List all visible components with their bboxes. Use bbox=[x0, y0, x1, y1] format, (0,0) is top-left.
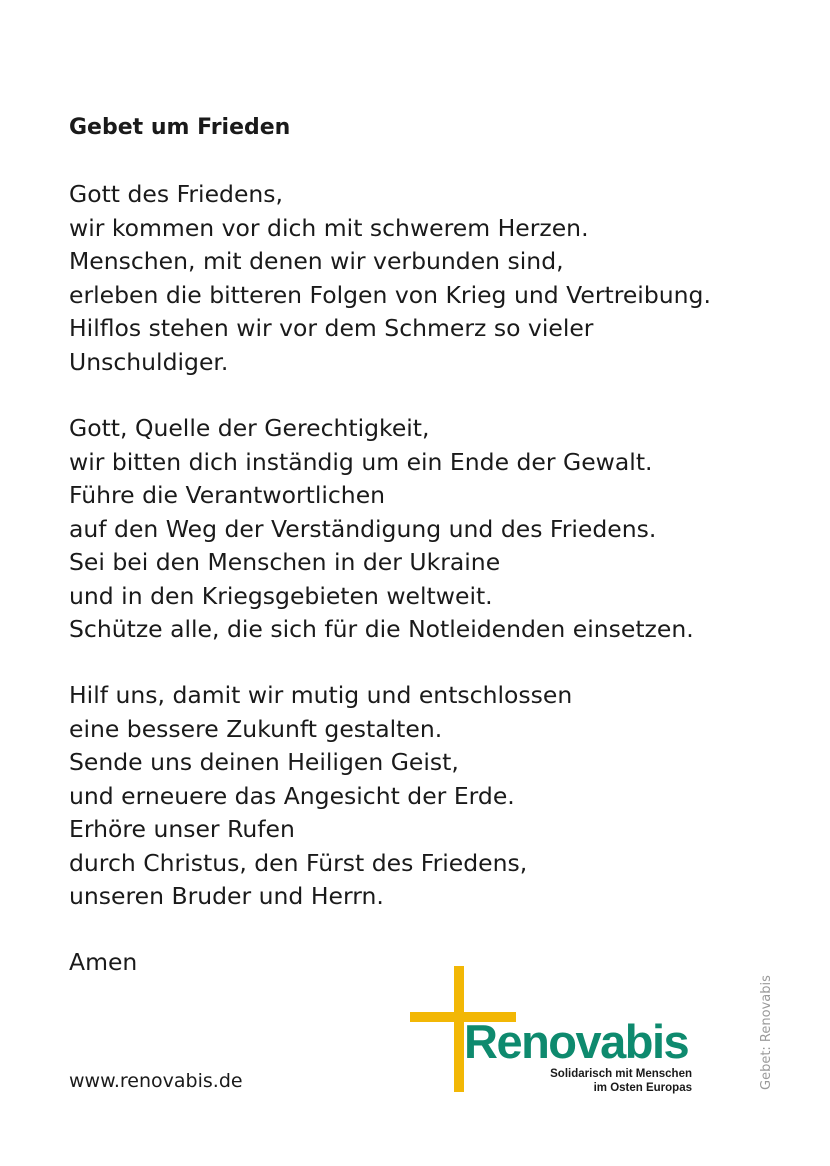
stanza-line: Erhöre unser Rufen bbox=[69, 815, 295, 843]
stanza-1 bbox=[69, 178, 711, 379]
stanza-line: wir kommen vor dich mit schwerem Herzen. bbox=[69, 213, 589, 242]
renovabis-logo-graphic bbox=[410, 964, 700, 1096]
credit-note: Gebet: Renovabis bbox=[759, 975, 774, 1090]
stanza-line: Sende uns deinen Heiligen Geist, bbox=[69, 748, 459, 776]
stanza-3 bbox=[69, 679, 572, 914]
stanza-line: Hilflos stehen wir vor dem Schmerz so vieler bbox=[69, 314, 594, 342]
website-url[interactable]: www.renovabis.de bbox=[69, 1070, 243, 1092]
stanza-line: und erneuere das Angesicht der Erde. bbox=[69, 781, 515, 810]
stanza-line: Unschuldiger. bbox=[69, 347, 229, 376]
renovabis-logo bbox=[410, 964, 700, 1096]
stanza-line: Gott des Friedens, bbox=[69, 180, 284, 208]
amen-line: Amen bbox=[69, 948, 138, 976]
stanza-line: Hilf uns, damit wir mutig und entschlossen bbox=[69, 681, 573, 709]
stanza-line: Menschen, mit denen wir verbunden sind, bbox=[69, 247, 564, 275]
logo-tagline-2: im Osten Europas bbox=[593, 1082, 692, 1094]
stanza-2 bbox=[69, 412, 694, 647]
logo-wordmark: Renovabis bbox=[464, 1015, 689, 1068]
stanza-line: Führe die Verantwortlichen bbox=[69, 481, 386, 509]
logo-tagline-1: Solidarisch mit Menschen bbox=[550, 1068, 692, 1080]
cross-vertical-bar bbox=[454, 966, 464, 1092]
stanza-amen bbox=[69, 946, 137, 980]
stanza-line: erleben die bitteren Folgen von Krieg und Vertreibung. bbox=[69, 280, 711, 309]
prayer-title: Gebet um Frieden bbox=[69, 115, 291, 140]
stanza-line: durch Christus, den Fürst des Friedens, bbox=[69, 848, 528, 877]
stanza-line: unseren Bruder und Herrn. bbox=[69, 882, 384, 910]
stanza-line: Sei bei den Menschen in der Ukraine bbox=[69, 548, 501, 576]
stanza-line: wir bitten dich inständig um ein Ende der Gewalt. bbox=[69, 447, 653, 476]
stanza-line: Schütze alle, die sich für die Notleidenden einsetzen. bbox=[69, 615, 694, 643]
stanza-line: Gott, Quelle der Gerechtigkeit, bbox=[69, 414, 430, 442]
stanza-line: eine bessere Zukunft gestalten. bbox=[69, 714, 443, 743]
stanza-line: auf den Weg der Verständigung und des Friedens. bbox=[69, 514, 657, 543]
stanza-line: und in den Kriegsgebieten weltweit. bbox=[69, 581, 493, 610]
